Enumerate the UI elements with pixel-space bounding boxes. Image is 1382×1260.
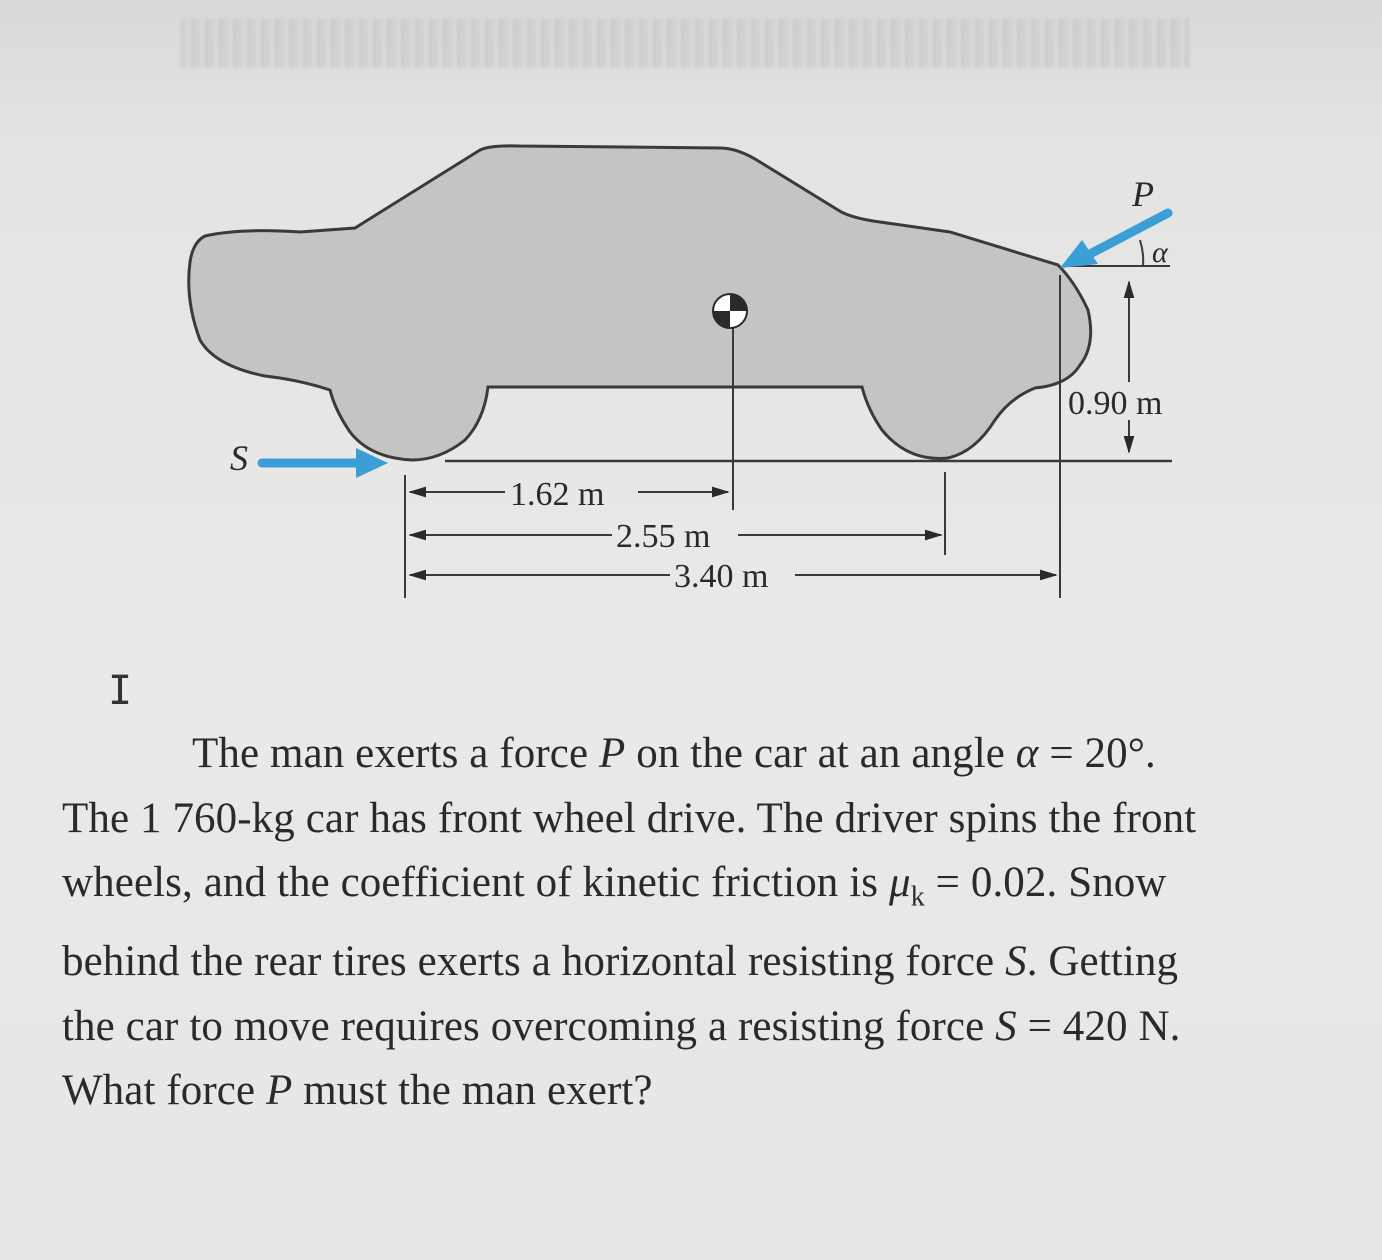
- line1-text-e: = 20°.: [1038, 730, 1156, 777]
- line3-text-a: wheels, and the coefficient of kinetic friction is: [62, 859, 889, 906]
- line6-text-c: must the man exert?: [292, 1067, 653, 1115]
- dim-1-label: 1.62 m: [510, 476, 605, 513]
- line1-text-a: The man exerts a force: [192, 730, 599, 777]
- problem-line-2: The 1 760-kg car has front wheel drive. The driver spins the front: [62, 794, 1197, 842]
- problem-line-6: [62, 1059, 1342, 1124]
- height-dim-label: 0.90 m: [1068, 385, 1163, 422]
- line5-text-c: = 420 N.: [1016, 1002, 1181, 1050]
- force-s-label: S: [230, 438, 248, 478]
- angle-label: α: [1152, 236, 1168, 269]
- dim-2-label: 2.55 m: [616, 518, 711, 555]
- line1-var-alpha: α: [1015, 730, 1039, 777]
- text-cursor-icon: I: [108, 668, 133, 714]
- center-of-mass-icon: [713, 294, 747, 328]
- problem-line-4: [62, 930, 1342, 995]
- dim-3-label: 3.40 m: [674, 558, 769, 595]
- problem-line-5: [62, 995, 1342, 1060]
- line6-var-p: P: [266, 1067, 293, 1115]
- problem-statement: [62, 722, 1342, 1124]
- problem-line-1: [62, 722, 1342, 787]
- force-s-arrow: [262, 448, 388, 478]
- line5-var-s: S: [995, 1002, 1017, 1050]
- line1-text-c: on the car at an angle: [625, 730, 1016, 777]
- line4-text-c: . Getting: [1026, 938, 1179, 986]
- line3-var-mu: μ: [889, 859, 911, 906]
- line1-var-p: P: [599, 730, 626, 777]
- line3-subscript-k: k: [910, 881, 925, 913]
- line3-text-d: = 0.02. Snow: [924, 859, 1167, 906]
- line6-text-a: What force: [62, 1067, 267, 1115]
- line5-text-a: the car to move requires overcoming a resisting force: [62, 1002, 996, 1050]
- line4-var-s: S: [1005, 938, 1027, 986]
- angle-arc: [1140, 240, 1143, 266]
- force-p-label: P: [1132, 174, 1154, 214]
- car-body: [189, 146, 1091, 460]
- line4-text-a: behind the rear tires exerts a horizontal resisting force: [62, 938, 1006, 986]
- problem-line-3: [62, 851, 1342, 930]
